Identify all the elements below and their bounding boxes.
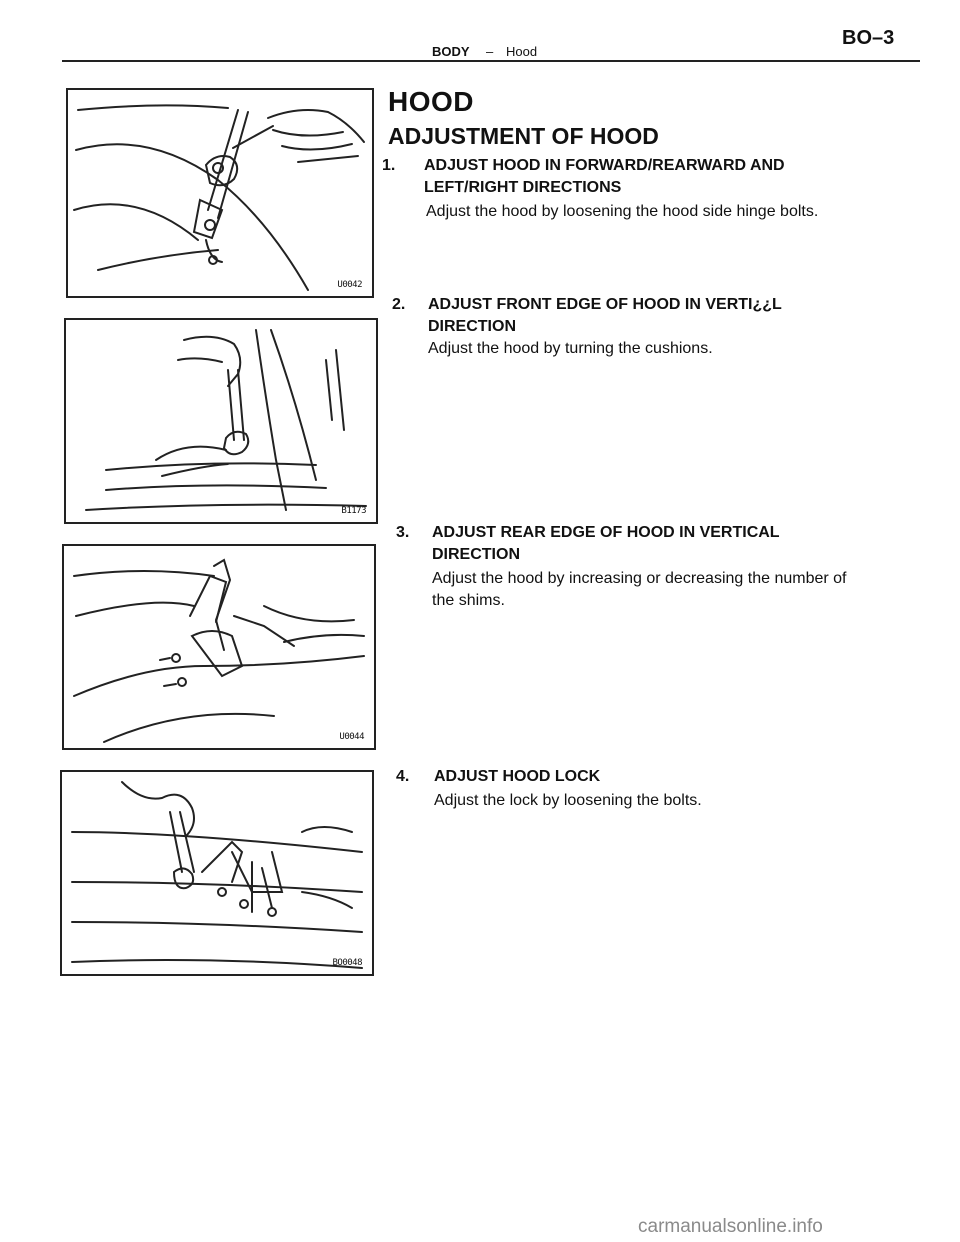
- header-separator: –: [486, 44, 494, 59]
- step-2-heading-line2: DIRECTION: [428, 318, 516, 335]
- step-3-heading-line1: ADJUST REAR EDGE OF HOOD IN VERTICAL: [432, 524, 780, 541]
- hood-shim-illustration: [64, 546, 374, 748]
- header-section: BODY: [432, 44, 470, 59]
- step-4-heading-line1: ADJUST HOOD LOCK: [434, 768, 601, 785]
- figure-3-code: U0044: [339, 732, 364, 742]
- figure-front-edge-cushions: [64, 318, 378, 524]
- step-2-heading-line1: ADJUST FRONT EDGE OF HOOD IN VERTI¿¿L: [428, 296, 782, 313]
- step-3-body-line1: Adjust the hood by increasing or decreasing the number of: [432, 570, 847, 587]
- step-4: [396, 766, 926, 816]
- page-title: HOOD: [388, 86, 474, 117]
- figure-1-code: U0042: [337, 280, 362, 290]
- step-3: [396, 522, 926, 614]
- step-1-number: 1.: [382, 157, 396, 174]
- step-2-number: 2.: [392, 296, 406, 313]
- watermark: carmanualsonline.info: [638, 1216, 823, 1237]
- step-3-heading-line2: DIRECTION: [432, 546, 520, 563]
- section-title: ADJUSTMENT OF HOOD: [388, 123, 659, 149]
- figure-rear-edge-shims: [62, 544, 376, 750]
- step-3-body-line2: the shims.: [432, 592, 505, 609]
- hood-lock-illustration: [62, 772, 372, 974]
- step-4-body: Adjust the lock by loosening the bolts.: [434, 792, 702, 809]
- step-1-body: Adjust the hood by loosening the hood side hinge bolts.: [426, 203, 819, 220]
- page-number: BO–3: [842, 27, 895, 49]
- header-rule: [62, 60, 920, 62]
- figure-2-code: B1173: [341, 506, 366, 516]
- step-2: [392, 294, 922, 364]
- hood-cushion-illustration: [66, 320, 376, 522]
- step-1-heading-line2: LEFT/RIGHT DIRECTIONS: [424, 179, 622, 196]
- figure-hood-hinge-bolts: [66, 88, 374, 298]
- figure-4-code: BO0048: [332, 958, 362, 968]
- step-4-number: 4.: [396, 768, 410, 785]
- step-1: [382, 155, 922, 235]
- header-topic: Hood: [506, 44, 538, 59]
- step-2-body: Adjust the hood by turning the cushions.: [428, 340, 713, 357]
- figure-hood-lock-bolts: [60, 770, 374, 976]
- hood-hinge-illustration: [68, 90, 372, 296]
- step-1-heading-line1: ADJUST HOOD IN FORWARD/REARWARD AND: [424, 157, 785, 174]
- step-3-number: 3.: [396, 524, 410, 541]
